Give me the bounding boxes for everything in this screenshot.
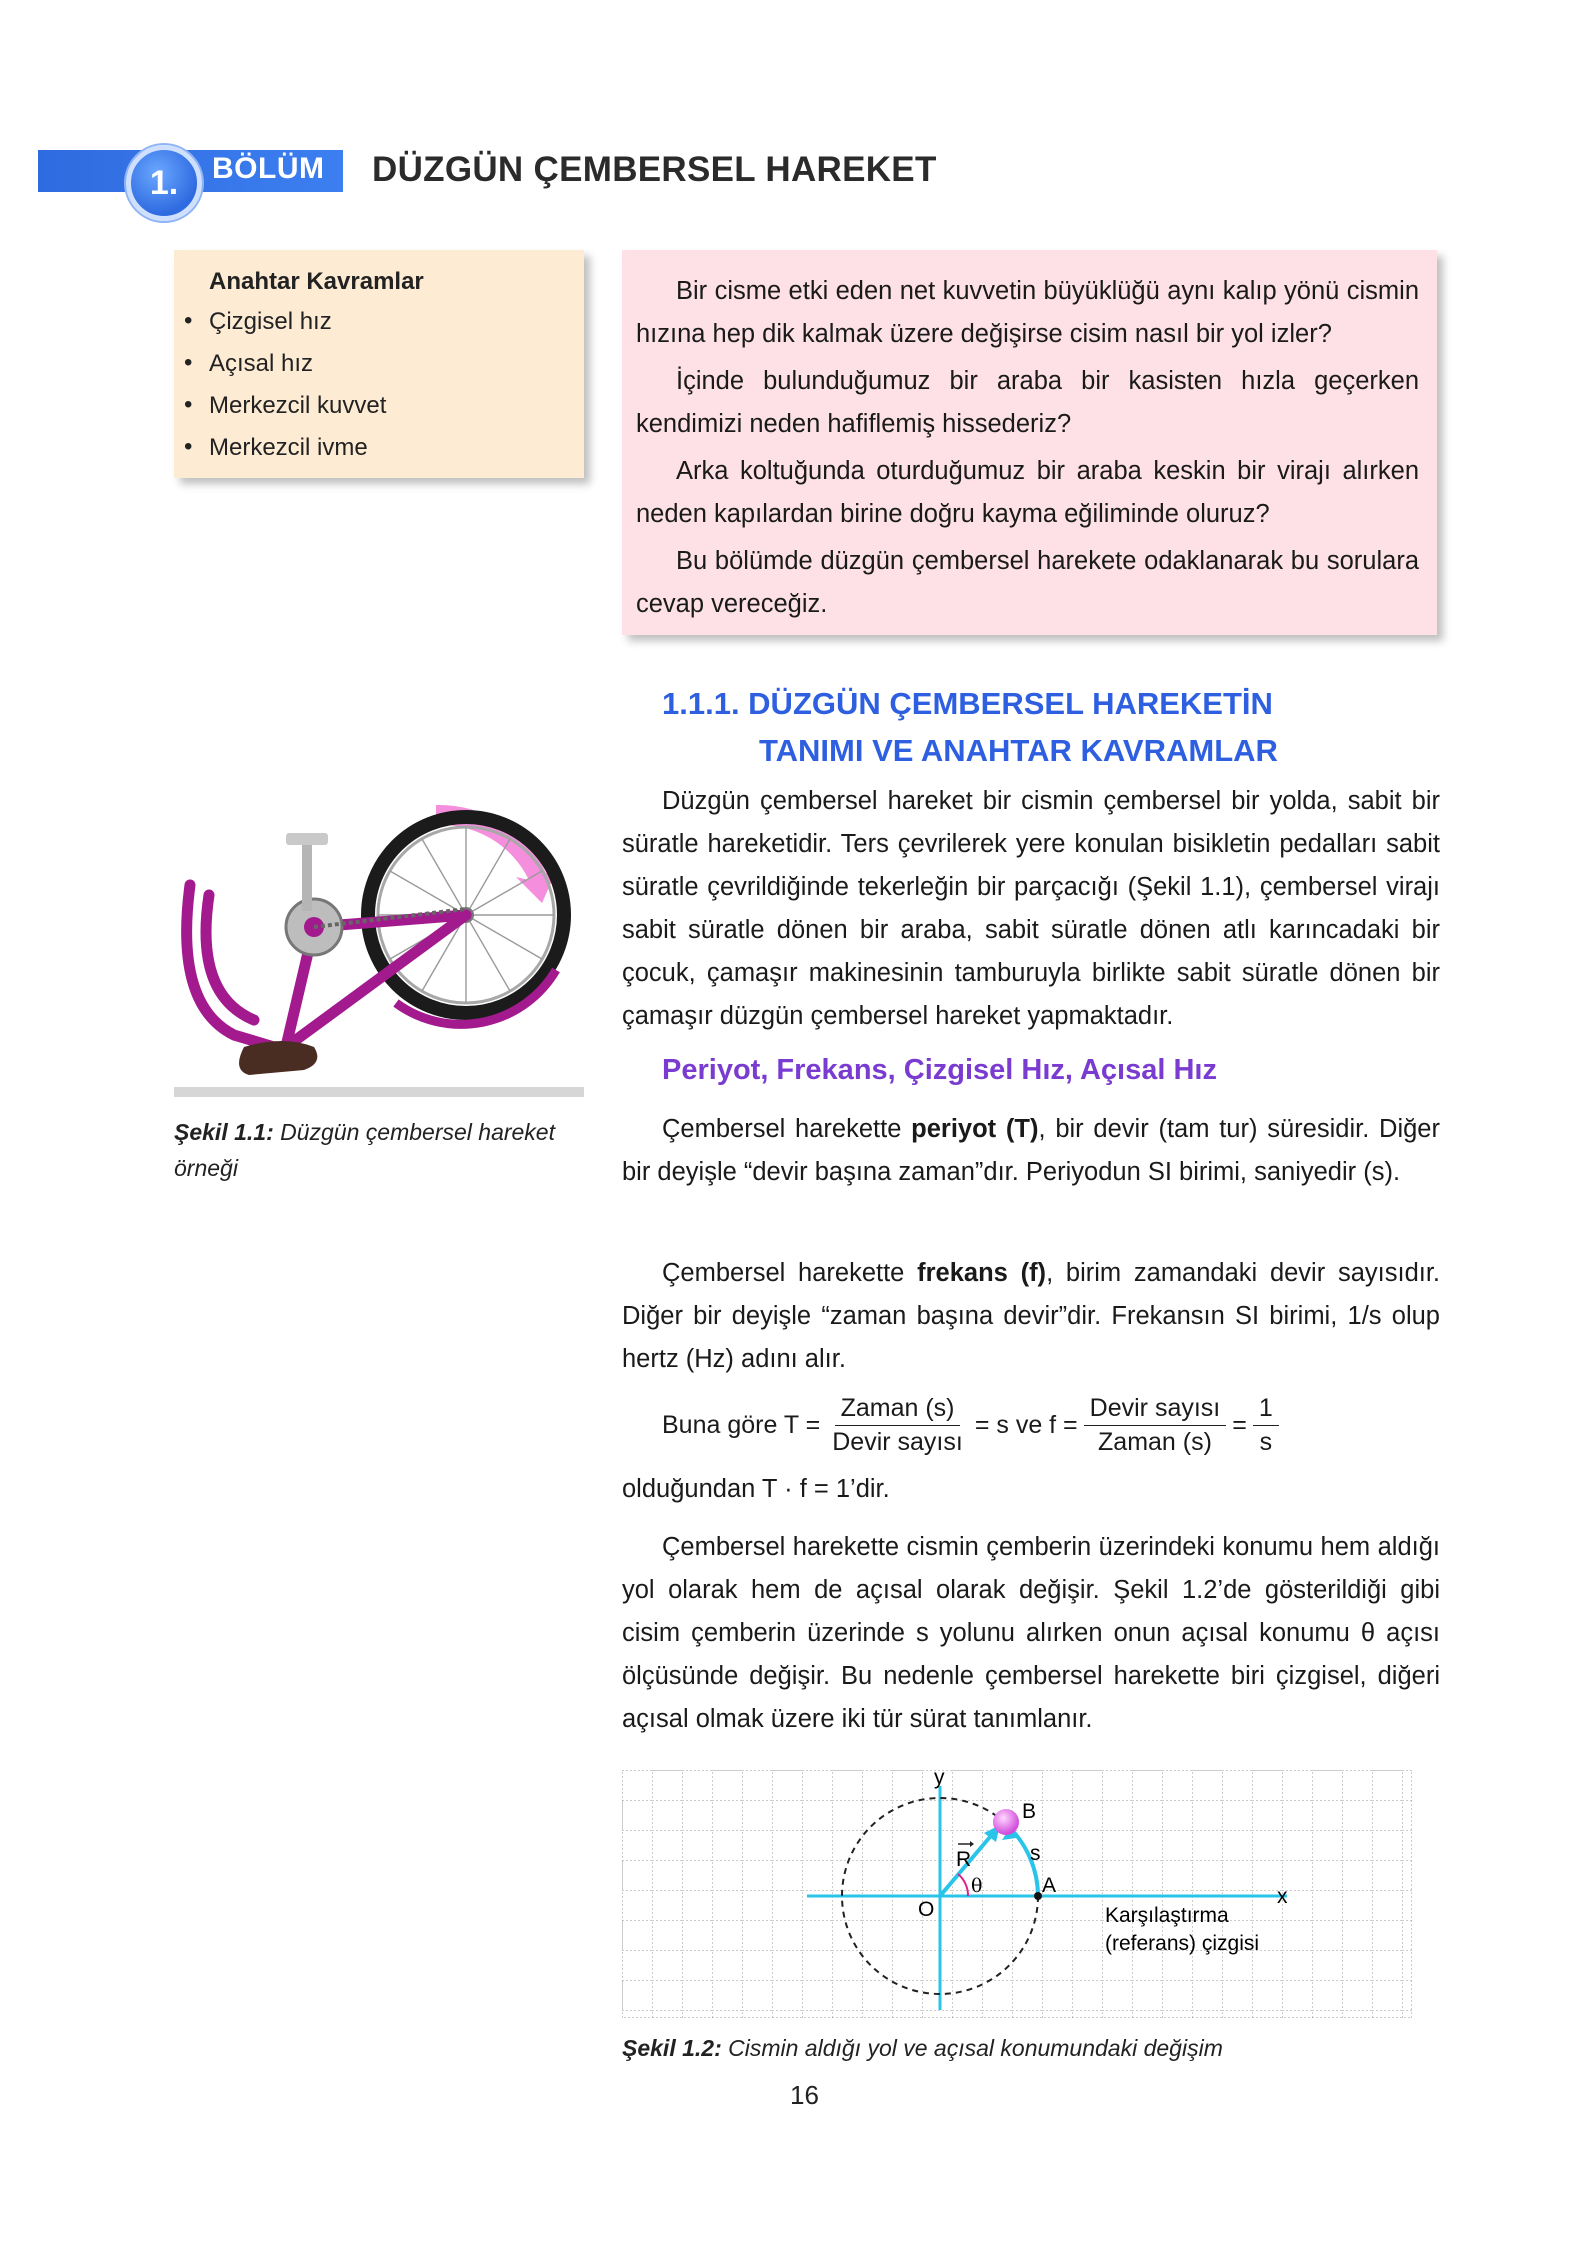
fraction-denominator: Devir sayısı [832,1427,963,1456]
point-a-label: A [1042,1874,1057,1897]
formula-middle: = s ve f = [974,1410,1078,1439]
circular-motion-diagram [622,1770,1412,2018]
fraction-denominator: s [1259,1427,1273,1456]
figure2-caption [622,2030,1442,2066]
fraction-numerator: 1 [1253,1394,1279,1426]
list-item: • Merkezcil ivme [174,434,584,476]
formula-prefix: Buna göre T = [662,1410,821,1439]
angular-paragraph-text: Çembersel harekette cismin çemberin üzerindeki konumu hem aldığı yol olarak hem de açısal olarak değişir. Şekil 1.2’de gösterildiği gibi cisim çemberin üzerinde s yolunu alırken onun açısal konumu θ açısı ölçüsünde değişir. Bu nedenle çembersel harekette biri çizgisel, diğeri açısal olmak üzere iki tür sürat tanımlanır. [622,1533,1440,1733]
frequency-fraction [1084,1394,1227,1457]
moving-object [993,1809,1019,1835]
unit-fraction [1253,1394,1279,1457]
point-b-label: B [1022,1800,1037,1823]
figure1-caption-label: Şekil 1.1: [174,1119,274,1145]
intro-questions-box [622,250,1437,635]
frequency-term: frekans (f) [917,1259,1047,1287]
theta-label: θ [971,1875,983,1897]
saddle [239,1041,317,1075]
section-title-line2: TANIMI VE ANAHTAR KAVRAMLAR [759,733,1278,768]
y-axis-label: y [934,1770,945,1789]
list-item: • Merkezcil kuvvet [174,392,584,434]
reference-line-label-1: Karşılaştırma [1105,1904,1229,1927]
intro-paragraph: Arka koltuğunda oturduğumuz bir araba keskin bir virajı alırken neden kapılardan birine doğru kayma eğiliminde oluruz? [636,457,1419,528]
intro-paragraph: İçinde bulunduğumuz bir araba bir kasisten hızla geçerken kendimizi neden hafiflemiş hissederiz? [636,367,1419,438]
origin-label: O [918,1898,935,1921]
fraction-numerator: Zaman (s) [835,1394,961,1426]
chapter-number-badge [126,145,202,221]
frequency-paragraph [622,1252,1440,1381]
figure1-caption [174,1114,594,1186]
key-concepts-box [174,250,584,478]
figure2-caption-label: Şekil 1.2: [622,2035,722,2061]
section-title [662,680,1382,774]
page-number: 16 [790,2080,819,2110]
grid-background [622,1770,1412,2018]
formula-equals: = [1232,1410,1247,1439]
section-paragraph [622,780,1440,1038]
list-item: • Açısal hız [174,350,584,392]
frequency-text-rest: , birim zamandaki devir sayısıdır. Diğer bir deyişle “zaman başına devir”dir. Frekansın SI birimi, 1/s olup hertz (Hz) adını alır. [622,1259,1440,1373]
frequency-text: Çembersel harekette [662,1259,918,1287]
chapter-label: BÖLÜM [212,152,325,185]
list-item: • Çizgisel hız [174,308,584,350]
angular-paragraph [622,1526,1440,1741]
x-axis-label: x [1277,1885,1288,1908]
definition-paragraph: Düzgün çembersel hareket bir cismin çembersel bir yolda, sabit bir süratle hareketidir. Ters çevrilerek yere konulan bisikletin pedalları sabit süratle çevrildiğinde tekerleğin bir parçacığı (Şekil 1.1), çembersel virajı sabit süratle dönen bir araba, sabit süratle dönen atlı karıncadaki bir çocuk, çamaşır makinesinin tamburuyla birlikte sabit süratle dönen bir çamaşır düzgün çembersel hareket yapmaktadır. [622,787,1440,1030]
period-paragraph [622,1108,1440,1194]
subsection-title: Periyot, Frekans, Çizgisel Hız, Açısal Hız [662,1054,1217,1086]
arc-length-label: s [1030,1842,1041,1865]
chapter-number: 1. [149,163,179,202]
fraction-numerator: Devir sayısı [1084,1394,1227,1426]
key-concepts-title: Anahtar Kavramlar [209,268,424,295]
seat-post [302,841,312,911]
radius-label: R [956,1848,972,1871]
bicycle-figure [174,785,584,1105]
figure2-caption-text: Cismin aldığı yol ve açısal konumundaki değişim [721,2035,1223,2061]
period-frequency-formula [662,1390,1285,1460]
section-title-line1: 1.1.1. DÜZGÜN ÇEMBERSEL HAREKETİN [662,686,1273,721]
period-fraction [826,1394,969,1457]
ground [174,1087,584,1097]
point-a [1034,1892,1042,1900]
intro-paragraph: Bir cisme etki eden net kuvvetin büyüklüğü aynı kalıp yönü cismin hızına hep dik kalmak üzere değişirse cisim nasıl bir yol izler? [636,277,1419,348]
period-term: periyot (T) [911,1115,1039,1143]
period-text-rest: , bir devir (tam tur) süresidir. Diğer bir deyişle “devir başına zaman”dır. Periyodun SI birimi, saniyedir (s). [622,1115,1440,1186]
formula-conclusion-text: olduğundan T · f = 1’dir. [622,1475,890,1503]
period-text: Çembersel harekette [662,1115,912,1143]
chapter-title: DÜZGÜN ÇEMBERSEL HAREKET [372,150,937,189]
key-concepts-list [209,308,584,476]
fraction-denominator: Zaman (s) [1098,1427,1212,1456]
formula-conclusion [622,1468,1440,1511]
pedal-bar [286,833,328,845]
intro-paragraph: Bu bölümde düzgün çembersel harekete odaklanarak bu sorulara cevap vereceğiz. [636,547,1419,618]
reference-line-label-2: (referans) çizgisi [1105,1932,1260,1955]
figure1-caption-text: Düzgün çembersel hareket örneği [174,1119,555,1181]
